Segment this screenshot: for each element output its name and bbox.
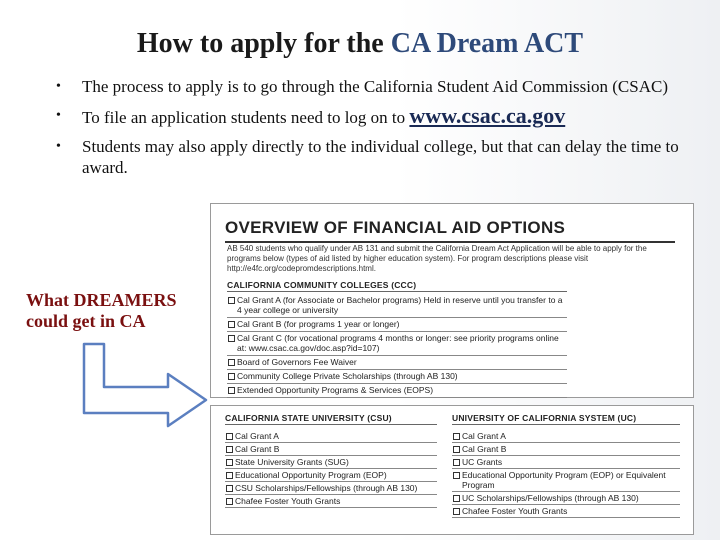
list-item: Educational Opportunity Program (EOP)	[225, 469, 437, 482]
list-item: Cal Grant A	[452, 430, 680, 443]
list-item: State University Grants (SUG)	[225, 456, 437, 469]
list-item: CSU Scholarships/Fellowships (through AB 130)	[225, 482, 437, 495]
dreamers-label: What DREAMERS could get in CA	[26, 290, 177, 331]
ccc-list	[227, 294, 567, 398]
list-item: Extended Opportunity Programs & Services (EOPS)	[227, 384, 567, 398]
uc-list	[452, 430, 680, 518]
list-item: UC Scholarships/Fellowships (through AB 130)	[452, 492, 680, 505]
overview-panel	[210, 203, 694, 398]
bullet-csac	[52, 76, 702, 97]
csu-heading: CALIFORNIA STATE UNIVERSITY (CSU)	[225, 413, 437, 425]
list-item: Community College Private Scholarships (through AB 130)	[227, 370, 567, 384]
bullet-apply-online-text: To file an application students need to log on to	[82, 108, 410, 127]
systems-panel	[210, 405, 694, 535]
overview-title: OVERVIEW OF FINANCIAL AID OPTIONS	[225, 218, 566, 237]
list-item: Cal Grant A	[225, 430, 437, 443]
overview-rule	[225, 241, 675, 243]
list-item: Cal Grant B (for programs 1 year or longer)	[227, 318, 567, 332]
bullet-csac-text: The process to apply is to go through the California Student Aid Commission (CSAC)	[82, 77, 668, 96]
overview-description: AB 540 students who qualify under AB 131 and submit the California Dream Act Application will be able to apply for the programs below (types of aid listed by higher education system). For program descriptions please visit http://e4fc.org/codepromdescriptions.html.	[227, 244, 647, 273]
csu-list	[225, 430, 437, 508]
list-item: Chafee Foster Youth Grants	[452, 505, 680, 518]
bullet-list	[52, 76, 702, 186]
ccc-heading: CALIFORNIA COMMUNITY COLLEGES (CCC)	[227, 280, 567, 292]
uc-heading: UNIVERSITY OF CALIFORNIA SYSTEM (UC)	[452, 413, 680, 425]
bullet-apply-online	[52, 105, 702, 128]
list-item: Cal Grant C (for vocational programs 4 months or longer: see priority programs online at: www.csac.ca.gov/doc.asp?id=107)	[227, 332, 567, 356]
list-item: Cal Grant B	[225, 443, 437, 456]
bullet-college-text: Students may also apply directly to the individual college, but that can delay the time to award.	[82, 137, 679, 177]
list-item: Cal Grant A (for Associate or Bachelor programs) Held in reserve until you transfer to a 4 year college or university	[227, 294, 567, 318]
title-highlight: CA Dream ACT	[390, 28, 584, 59]
right-arrow-icon	[78, 340, 213, 430]
list-item: Educational Opportunity Program (EOP) or Equivalent Program	[452, 469, 680, 492]
list-item: Chafee Foster Youth Grants	[225, 495, 437, 508]
list-item: UC Grants	[452, 456, 680, 469]
slide-title	[0, 28, 720, 60]
list-item: Cal Grant B	[452, 443, 680, 456]
csac-link[interactable]: www.csac.ca.gov	[409, 103, 566, 128]
bullet-college	[52, 136, 702, 178]
list-item: Board of Governors Fee Waiver	[227, 356, 567, 370]
title-part-1: How to apply for the	[136, 28, 391, 59]
